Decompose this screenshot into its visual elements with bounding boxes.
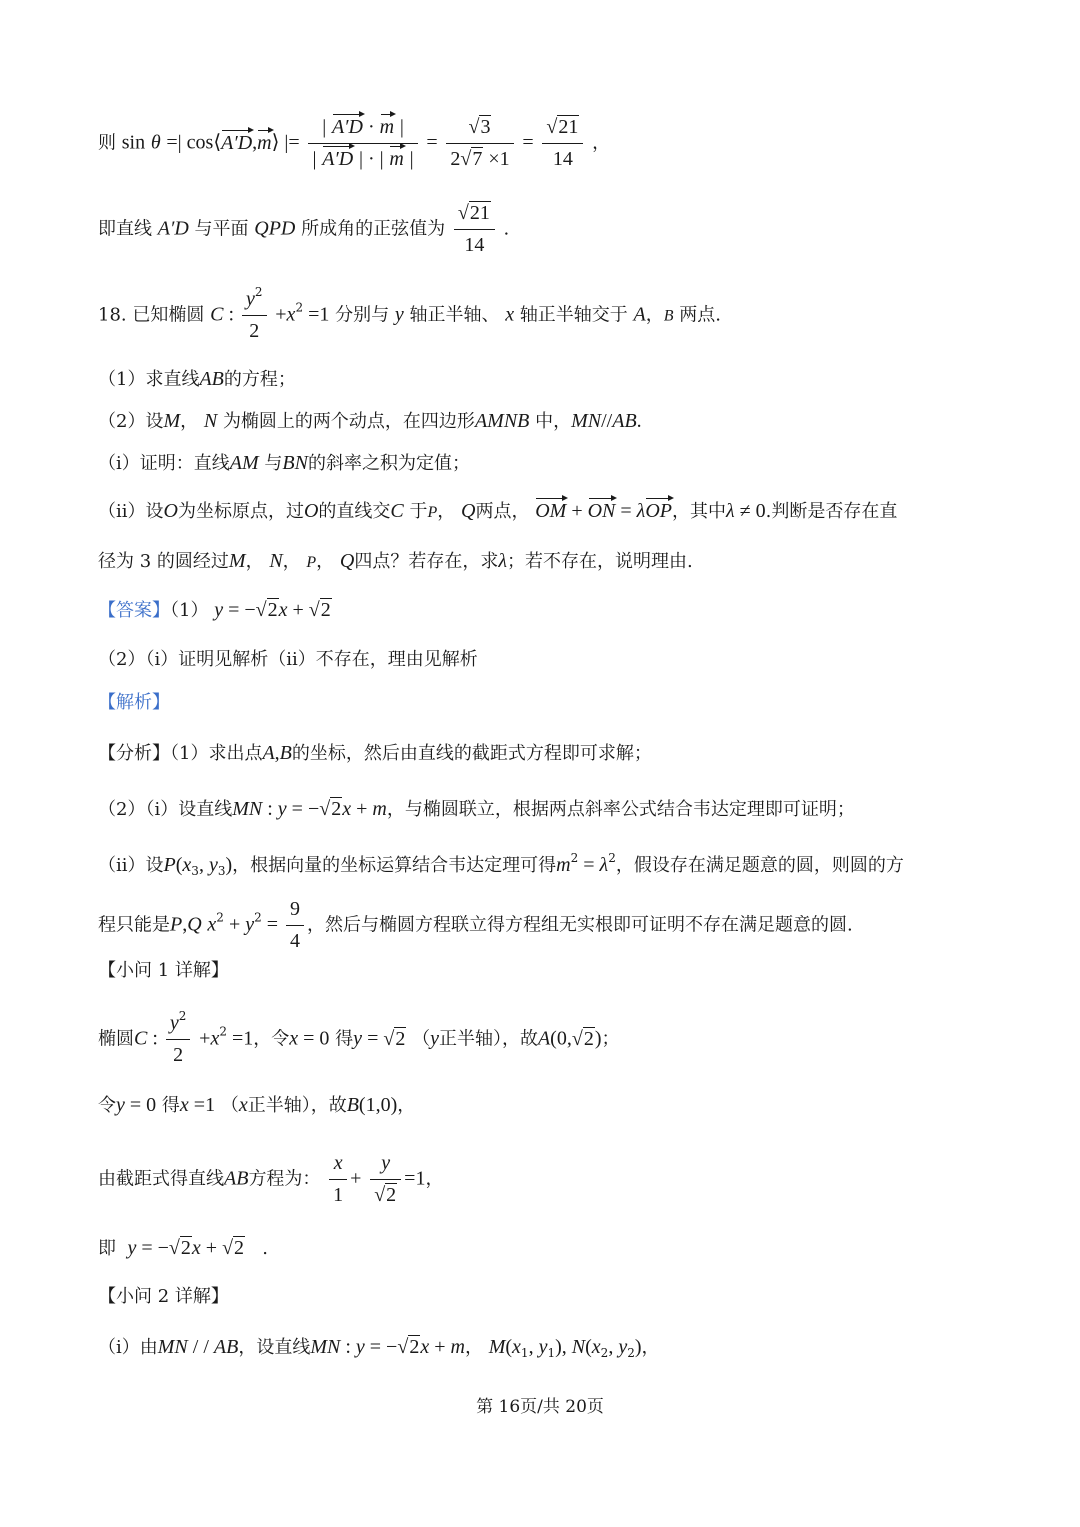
- text: 得: [335, 1028, 354, 1050]
- text: .判断是否存在直: [765, 501, 898, 522]
- text: 得: [161, 1095, 180, 1116]
- text: 的斜率之积为定值；: [307, 453, 470, 474]
- text: （i）证明：直线: [98, 453, 230, 474]
- fraction: $\frac{y}{√2}$: [370, 1150, 401, 1209]
- text: 与平面: [194, 218, 249, 240]
- formula-line-sin-theta: 则 sin θ =| cos⟨A′D,m⟩ |= $\frac{| A'D \cdot m |}{| A'D | \cdot | m |}$ = $\frac{√3}{2√7 \times 1}$ = $\frac{√21}{14}$ ，: [98, 114, 610, 173]
- part-2-ii-cont: 径为 3 的圆经过M， N， P， Q四点？若存在，求λ；若不存在，说明理由.: [98, 550, 693, 572]
- text: 为坐标原点，过: [177, 501, 304, 522]
- text: 与: [264, 453, 283, 474]
- fraction: $\frac{√3}{2√7 \times 1}$: [446, 114, 513, 173]
- text: 即: [98, 1238, 116, 1259]
- subquestion-2-heading: [98, 1284, 229, 1310]
- text: 【小问 1 详解】: [98, 960, 229, 981]
- analysis-tag: 【解析】: [98, 692, 170, 713]
- text: 两点，: [475, 501, 530, 522]
- conclusion-line: 即直线 A′D 与平面 QPD 所成角的正弦值为 $\frac{√21}{14}$ .: [98, 200, 509, 259]
- solution-line-1: 椭圆C : $\frac{y^2}{2}$ $+x^2 =1$，令x = 0 得y = √2 （y正半轴），故A(0,√2)；: [98, 1010, 620, 1069]
- text: 四点？若存在，求: [354, 551, 499, 572]
- text: 即直线: [98, 218, 152, 240]
- text: ，假设存在满足题意的圆，则圆的方: [615, 855, 904, 876]
- text: 轴正半轴交于: [519, 304, 628, 326]
- page-footer: 第 16页/共 20页: [476, 1397, 604, 1417]
- part-2-i: （i）证明：直线AM 与BN的斜率之积为定值；: [98, 452, 470, 474]
- fenxi-line-4: 程只能是P,Q $x^2 + y^2$ = $\frac{9}{4}$ ，然后与椭圆方程联立得方程组无实根即可证明不存在满足题意的圆.: [98, 896, 853, 955]
- fraction: $\frac{√21}{14}$: [542, 114, 583, 173]
- text: .: [262, 1238, 268, 1259]
- fraction: $\frac{y^2}{2}$: [166, 1010, 191, 1069]
- part-2-ii: （ii）设O为坐标原点，过O的直线交C 于P， Q两点， OM + ON = λOP，其中λ ≠ 0.判断是否存在直: [98, 500, 898, 522]
- fraction: $\frac{| A'D \cdot m |}{| A'D | \cdot | m |}$: [308, 114, 417, 173]
- subquestion-1-heading: [98, 958, 229, 984]
- part-1: （1）求直线AB的方程；: [98, 368, 296, 390]
- text: .: [503, 218, 510, 240]
- text: 中，: [535, 411, 572, 432]
- text: ，与椭圆联立，根据两点斜率公式结合韦达定理即可证明；: [386, 799, 855, 820]
- text: 的坐标，然后由直线的截距式方程即可求解；: [291, 743, 652, 764]
- text: ，设直线: [238, 1337, 311, 1358]
- text: 【小问 2 详解】: [98, 1286, 229, 1307]
- answer-tag: 【答案】: [98, 600, 170, 621]
- answer-line-2: [98, 647, 478, 673]
- text: 令: [98, 1095, 116, 1116]
- fenxi-line-3: （ii）设$P(x_3$, $y_3$)，根据向量的坐标运算结合韦达定理可得$m^2 = \lambda^2$，假设存在满足题意的圆，则圆的方: [98, 851, 904, 878]
- solution-line-3: 由截距式得直线AB方程为： $\frac{x}{1}$ + $\frac{y}{√2}$ =1，: [98, 1150, 443, 1209]
- question-number: 18. 已知椭圆: [98, 304, 205, 326]
- solution-line-2: 令y = 0 得x =1 （x正半轴），故B(1,0)，: [98, 1094, 416, 1116]
- text: ，: [592, 132, 611, 154]
- text: 径为 3 的圆经过: [98, 551, 229, 572]
- text: ，: [397, 1095, 416, 1116]
- fraction: $\frac{y^2}{2}$: [242, 286, 267, 345]
- question-18: 18. 已知椭圆 C : $\frac{y^2}{2}$ $+x^2 =1$ 分别与 y 轴正半轴、 x 轴正半轴交于 A，B 两点.: [98, 286, 721, 345]
- text: （1）: [170, 600, 209, 621]
- text: （1）求直线: [98, 369, 200, 390]
- text: 轴正半轴、: [409, 304, 500, 326]
- text: 的直线交: [318, 501, 391, 522]
- text: （ii）设: [98, 501, 164, 522]
- fenxi-tag: 【分析】: [98, 743, 170, 764]
- text: 为椭圆上的两个动点，在四边形: [222, 411, 475, 432]
- fraction: $\frac{x}{1}$: [329, 1150, 347, 1209]
- text: 两点.: [679, 304, 722, 326]
- text: （i）由: [98, 1337, 158, 1358]
- text: ，根据向量的坐标运算结合韦达定理可得: [232, 855, 557, 876]
- text: 由截距式得直线: [98, 1168, 224, 1190]
- text: （2）（i）设直线: [98, 799, 233, 820]
- fraction: $\frac{9}{4}$: [286, 896, 304, 955]
- solution-line-4: 即 y = −√2x + √2 .: [98, 1237, 268, 1259]
- text: （1）求出点: [170, 743, 263, 764]
- text: 于: [409, 501, 428, 522]
- fraction: $\frac{√21}{14}$: [454, 200, 495, 259]
- solution-line-5: （i）由MN / / AB，设直线MN : y = −√2x + m， $M(x_1$, $y_1$), $N(x_2$, $y_2$)，: [98, 1336, 660, 1360]
- text: （ii）设: [98, 855, 164, 876]
- text: 程只能是: [98, 914, 170, 936]
- text: （: [412, 1028, 431, 1050]
- text: ，然后与椭圆方程联立得方程组无实根即可证明不存在满足题意的圆.: [307, 914, 853, 936]
- text: ，: [464, 1337, 483, 1358]
- text: 椭圆: [98, 1028, 134, 1050]
- text: ，: [641, 1337, 660, 1358]
- fenxi-line-2: （2）（i）设直线MN : y = −√2x + m，与椭圆联立，根据两点斜率公式结合韦达定理即可证明；: [98, 798, 855, 820]
- part-2: （2）设M， N 为椭圆上的两个动点，在四边形AMNB 中，MN//AB.: [98, 410, 642, 432]
- text: （: [220, 1095, 239, 1116]
- text: ，其中: [672, 501, 727, 522]
- text: 方程为：: [248, 1168, 321, 1190]
- text: 正半轴），故: [247, 1095, 347, 1116]
- text: 正半轴），故: [438, 1028, 538, 1050]
- text: ，: [425, 1168, 444, 1190]
- text: 的方程；: [223, 369, 296, 390]
- answer-line: 【答案】（1） y = −√2x + √2: [98, 599, 331, 621]
- text: ，令: [253, 1028, 290, 1050]
- text: （2）（i）证明见解析（ii）不存在，理由见解析: [98, 649, 478, 670]
- text: 则: [98, 132, 116, 154]
- fenxi-line-1: 【分析】（1）求出点A,B的坐标，然后由直线的截距式方程即可求解；: [98, 742, 652, 764]
- text: （2）设: [98, 411, 164, 432]
- analysis-tag-line: [98, 690, 170, 716]
- text: ；若不存在，说明理由.: [507, 551, 693, 572]
- text: ；: [601, 1028, 620, 1050]
- text: 分别与: [335, 304, 390, 326]
- text: 所成角的正弦值为: [301, 218, 446, 240]
